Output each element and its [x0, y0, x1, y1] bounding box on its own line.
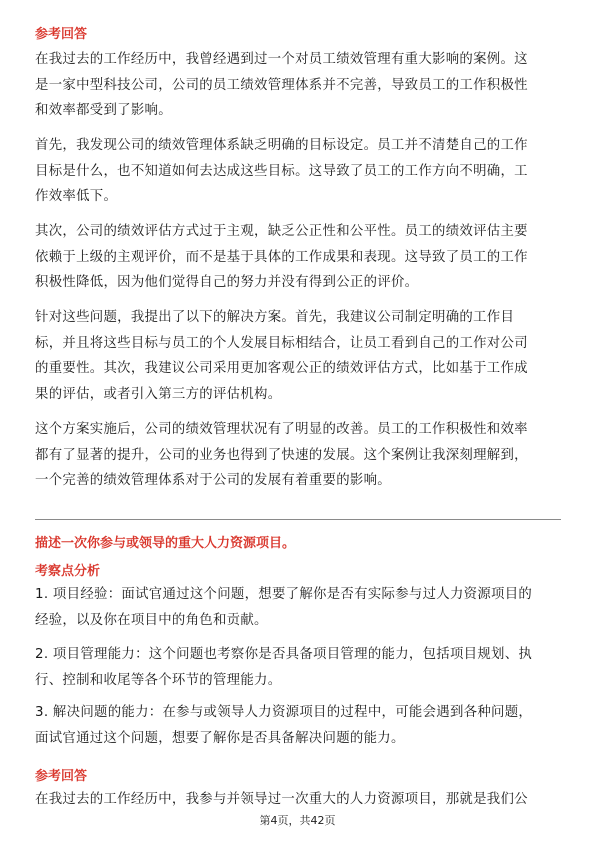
text-line: 1. 项目经验：面试官通过这个问题，想要了解你是否有实际参与过人力资源项目的 [35, 587, 533, 602]
text-line: 这个方案实施后，公司的绩效管理状况有了明显的改善。员工的工作积极性和效率 [35, 422, 528, 437]
text-line: 在我过去的工作经历中，我参与并领导过一次重大的人力资源项目，那就是我们公 [35, 792, 528, 807]
answer-heading: 参考回答 [35, 769, 88, 784]
text-line: 2. 项目管理能力：这个问题也考察你是否具备项目管理的能力，包括项目规划、执 [35, 647, 533, 662]
analysis-item-1 [35, 582, 563, 633]
answer-paragraph-3 [35, 219, 563, 296]
text-line: 面试官通过这个问题，想要了解你是否具备解决问题的能力。 [35, 730, 405, 746]
text-line: 在我过去的工作经历中，我曾经遇到过一个对员工绩效管理有重大影响的案例。这 [35, 52, 528, 67]
analysis-item-3 [35, 700, 563, 751]
text-line: 是一家中型科技公司，公司的员工绩效管理体系并不完善，导致员工的工作积极性 [35, 77, 528, 93]
section-divider [35, 519, 561, 520]
text-line: 的重要性。其次，我建议公司采用更加客观公正的绩效评估方式，比如基于工作成 [35, 361, 528, 376]
answer-paragraph-1 [35, 47, 563, 124]
answer-paragraph-5 [35, 417, 563, 494]
text-line: 其次，公司的绩效评估方式过于主观，缺乏公正性和公平性。员工的绩效评估主要 [35, 224, 528, 239]
text-line: 一个完善的绩效管理体系对于公司的发展有着重要的影响。 [35, 473, 391, 488]
text-line: 3. 解决问题的能力：在参与或领导人力资源项目的过程中，可能会遇到各种问题， [35, 705, 533, 720]
text-line: 目标是什么，也不知道如何去达成这些目标。这导致了员工的工作方向不明确，工 [35, 163, 528, 179]
text-line: 标，并且将这些目标与员工的个人发展目标相结合，让员工看到自己的工作对公司 [35, 335, 528, 351]
answer-paragraph-2 [35, 133, 563, 210]
question-title: 描述一次你参与或领导的重大人力资源项目。 [35, 536, 296, 551]
text-line: 果的评估，或者引入第三方的评估机构。 [35, 386, 282, 402]
text-line: 作效率低下。 [35, 189, 118, 204]
text-line: 依赖于上级的主观评价，而不是基于具体的工作成果和表现。这导致了员工的工作 [35, 249, 528, 265]
text-line: 行、控制和收尾等各个环节的管理能力。 [35, 672, 282, 688]
text-line: 积极性降低，因为他们觉得自己的努力并没有得到公正的评价。 [35, 275, 419, 290]
text-line: 针对这些问题，我提出了以下的解决方案。首先，我建议公司制定明确的工作目 [35, 310, 515, 325]
text-line: 都有了显著的提升，公司的业务也得到了快速的发展。这个案例让我深刻理解到， [35, 447, 528, 463]
answer-paragraph-4 [35, 305, 563, 407]
text-line: 首先，我发现公司的绩效管理体系缺乏明确的目标设定。员工并不清楚自己的工作 [35, 138, 528, 153]
analysis-heading: 考察点分析 [35, 564, 101, 579]
text-line: 和效率都受到了影响。 [35, 103, 172, 118]
answer-paragraph-1 [35, 787, 563, 813]
analysis-item-2 [35, 642, 563, 693]
answer-heading: 参考回答 [35, 27, 88, 42]
page-number: 第4页，共42页 [259, 814, 336, 827]
text-line: 经验，以及你在项目中的角色和贡献。 [35, 612, 268, 628]
